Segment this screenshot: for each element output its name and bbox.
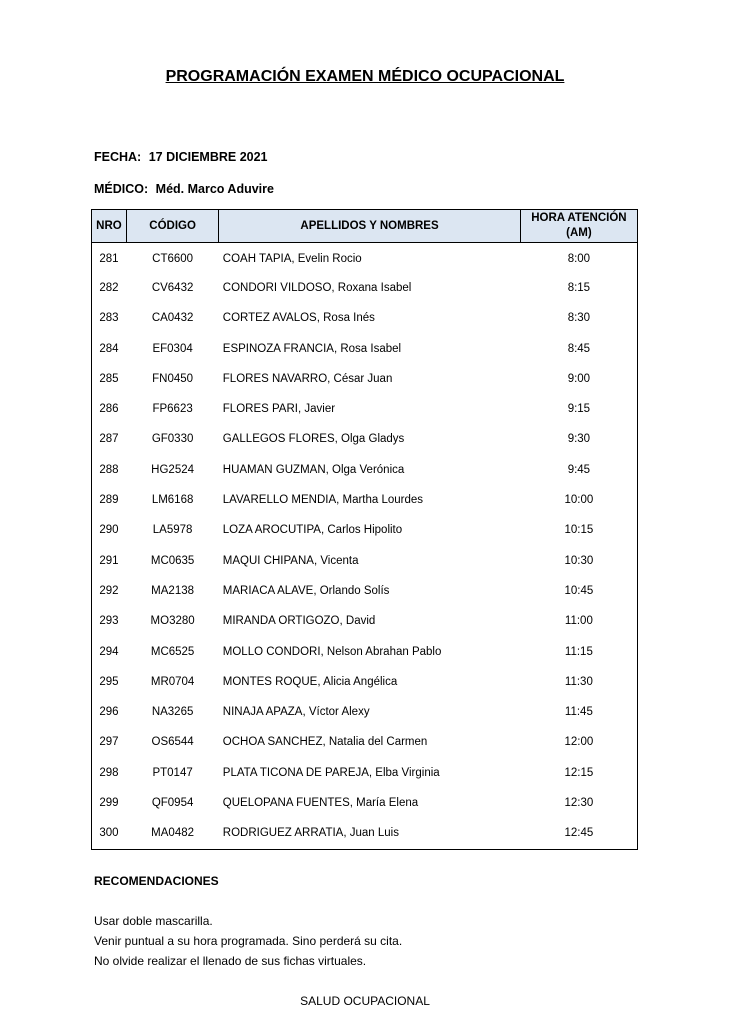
table-header-row — [92, 210, 638, 243]
cell-codigo: LM6168 — [151, 494, 194, 507]
cell-nro: 282 — [99, 281, 119, 294]
table-row — [92, 758, 638, 788]
recomendacion-item: Usar doble mascarilla. — [94, 914, 213, 928]
cell-nro: 290 — [99, 524, 119, 537]
cell-nro: 284 — [99, 342, 119, 355]
table-row — [92, 697, 638, 727]
table-row — [92, 515, 638, 545]
cell-nro: 297 — [99, 736, 119, 749]
cell-nombre: LAVARELLO MENDIA, Martha Lourdes — [222, 494, 424, 507]
cell-hora: 10:30 — [564, 554, 594, 567]
cell-nro: 298 — [99, 766, 119, 779]
table-row — [92, 576, 638, 606]
cell-hora: 9:45 — [567, 463, 591, 476]
cell-hora: 8:45 — [567, 342, 591, 355]
cell-hora: 11:15 — [564, 645, 593, 658]
header-hora-line2: (AM) — [566, 227, 592, 239]
cell-nombre: QUELOPANA FUENTES, María Elena — [222, 796, 419, 809]
cell-codigo: HG2524 — [151, 463, 195, 476]
cell-hora: 10:00 — [564, 494, 594, 507]
page-title: PROGRAMACIÓN EXAMEN MÉDICO OCUPACIONAL — [165, 68, 565, 85]
cell-nro: 285 — [99, 372, 119, 385]
cell-nombre: MARIACA ALAVE, Orlando Solís — [222, 584, 390, 597]
cell-nombre: HUAMAN GUZMAN, Olga Verónica — [222, 463, 405, 476]
cell-hora: 8:15 — [567, 281, 591, 294]
cell-codigo: CT6600 — [152, 252, 194, 265]
cell-codigo: FN0450 — [152, 372, 194, 385]
cell-hora: 12:15 — [564, 766, 594, 779]
cell-codigo: QF0954 — [151, 796, 194, 809]
recomendaciones-list — [94, 911, 402, 971]
cell-nombre: NINAJA APAZA, Víctor Alexy — [222, 706, 370, 719]
cell-codigo: PT0147 — [152, 766, 193, 779]
table-row — [92, 545, 638, 575]
cell-codigo: EF0304 — [152, 342, 193, 355]
table-row — [92, 424, 638, 454]
table-row — [92, 394, 638, 424]
cell-nro: 283 — [99, 312, 119, 325]
table-row — [92, 243, 638, 273]
schedule-table — [91, 209, 638, 848]
fecha-value: 17 DICIEMBRE 2021 — [148, 150, 268, 164]
medico-label: MÉDICO: — [94, 182, 149, 196]
cell-codigo: OS6544 — [151, 736, 194, 749]
table-row — [92, 606, 638, 636]
table-row — [92, 788, 638, 818]
cell-nro: 286 — [99, 403, 119, 416]
cell-nombre: LOZA AROCUTIPA, Carlos Hipolito — [222, 524, 403, 537]
cell-hora: 9:15 — [567, 403, 591, 416]
cell-nombre: ESPINOZA FRANCIA, Rosa Isabel — [222, 342, 402, 355]
cell-codigo: MC0635 — [150, 554, 195, 567]
table-row — [92, 364, 638, 394]
cell-hora: 10:45 — [564, 584, 594, 597]
cell-nombre: MIRANDA ORTIGOZO, David — [222, 615, 376, 628]
cell-codigo: MO3280 — [150, 615, 195, 628]
cell-codigo: MR0704 — [150, 675, 195, 688]
cell-nombre: MAQUI CHIPANA, Vicenta — [222, 554, 359, 567]
recomendaciones-heading: RECOMENDACIONES — [94, 874, 219, 888]
table-row — [92, 636, 638, 666]
cell-nombre: OCHOA SANCHEZ, Natalia del Carmen — [222, 736, 428, 749]
recomendacion-item: Venir puntual a su hora programada. Sino perderá su cita. — [94, 934, 403, 948]
header-codigo: CÓDIGO — [126, 210, 218, 243]
cell-nombre: MONTES ROQUE, Alicia Angélica — [222, 675, 398, 688]
cell-nro: 289 — [99, 494, 119, 507]
table-row — [92, 727, 638, 757]
cell-codigo: MC6525 — [150, 645, 195, 658]
cell-nro: 288 — [99, 463, 119, 476]
cell-nro: 281 — [99, 252, 119, 265]
header-hora — [520, 210, 637, 243]
cell-nombre: GALLEGOS FLORES, Olga Gladys — [222, 433, 405, 446]
cell-hora: 12:00 — [564, 736, 594, 749]
cell-nro: 291 — [99, 554, 119, 567]
header-apellidos: APELLIDOS Y NOMBRES — [219, 210, 521, 243]
cell-nro: 293 — [99, 615, 119, 628]
cell-nro: 296 — [99, 706, 119, 719]
cell-hora: 9:30 — [567, 433, 591, 446]
cell-hora: 9:00 — [567, 372, 591, 385]
cell-nombre: FLORES PARI, Javier — [222, 403, 336, 416]
table-row — [92, 273, 638, 303]
cell-codigo: LA5978 — [152, 524, 193, 537]
medico-value: Méd. Marco Aduvire — [155, 182, 274, 196]
cell-nro: 287 — [99, 433, 119, 446]
cell-nombre: CONDORI VILDOSO, Roxana Isabel — [222, 281, 412, 294]
table-row — [92, 818, 638, 848]
cell-nombre: FLORES NAVARRO, César Juan — [222, 372, 393, 385]
medico-line — [94, 182, 274, 196]
recomendacion-item: No olvide realizar el llenado de sus fichas virtuales. — [94, 954, 367, 968]
table-row — [92, 667, 638, 697]
cell-nro: 292 — [99, 584, 119, 597]
cell-hora: 11:45 — [564, 706, 593, 719]
cell-hora: 8:00 — [567, 252, 591, 265]
cell-nro: 294 — [99, 645, 119, 658]
cell-hora: 11:00 — [564, 615, 593, 628]
cell-codigo: FP6623 — [152, 403, 193, 416]
table-row — [92, 485, 638, 515]
table-body — [92, 243, 638, 849]
cell-nombre: RODRIGUEZ ARRATIA, Juan Luis — [222, 827, 399, 840]
cell-nombre: COAH TAPIA, Evelin Rocio — [222, 252, 362, 265]
cell-codigo: CA0432 — [151, 312, 194, 325]
cell-codigo: MA2138 — [151, 584, 195, 597]
cell-codigo: MA0482 — [151, 827, 195, 840]
table-row — [92, 303, 638, 333]
cell-nro: 299 — [99, 796, 119, 809]
cell-nombre: CORTEZ AVALOS, Rosa Inés — [222, 312, 375, 325]
cell-codigo: GF0330 — [151, 433, 194, 446]
cell-codigo: CV6432 — [151, 281, 194, 294]
header-hora-line1: HORA ATENCIÓN — [531, 212, 627, 224]
cell-nombre: PLATA TICONA DE PAREJA, Elba Virginia — [222, 766, 440, 779]
cell-hora: 12:30 — [564, 796, 594, 809]
cell-nombre: MOLLO CONDORI, Nelson Abrahan Pablo — [222, 645, 442, 658]
cell-hora: 8:30 — [567, 312, 591, 325]
cell-nro: 300 — [99, 827, 119, 840]
fecha-label: FECHA: — [94, 150, 142, 164]
cell-hora: 11:30 — [564, 675, 593, 688]
fecha-line — [94, 150, 268, 164]
table-row — [92, 455, 638, 485]
cell-codigo: NA3265 — [151, 706, 194, 719]
header-nro: NRO — [92, 210, 127, 243]
table-row — [92, 333, 638, 363]
cell-hora: 10:15 — [564, 524, 594, 537]
cell-nro: 295 — [99, 675, 119, 688]
cell-hora: 12:45 — [564, 827, 594, 840]
footer-text: SALUD OCUPACIONAL — [300, 994, 430, 1008]
